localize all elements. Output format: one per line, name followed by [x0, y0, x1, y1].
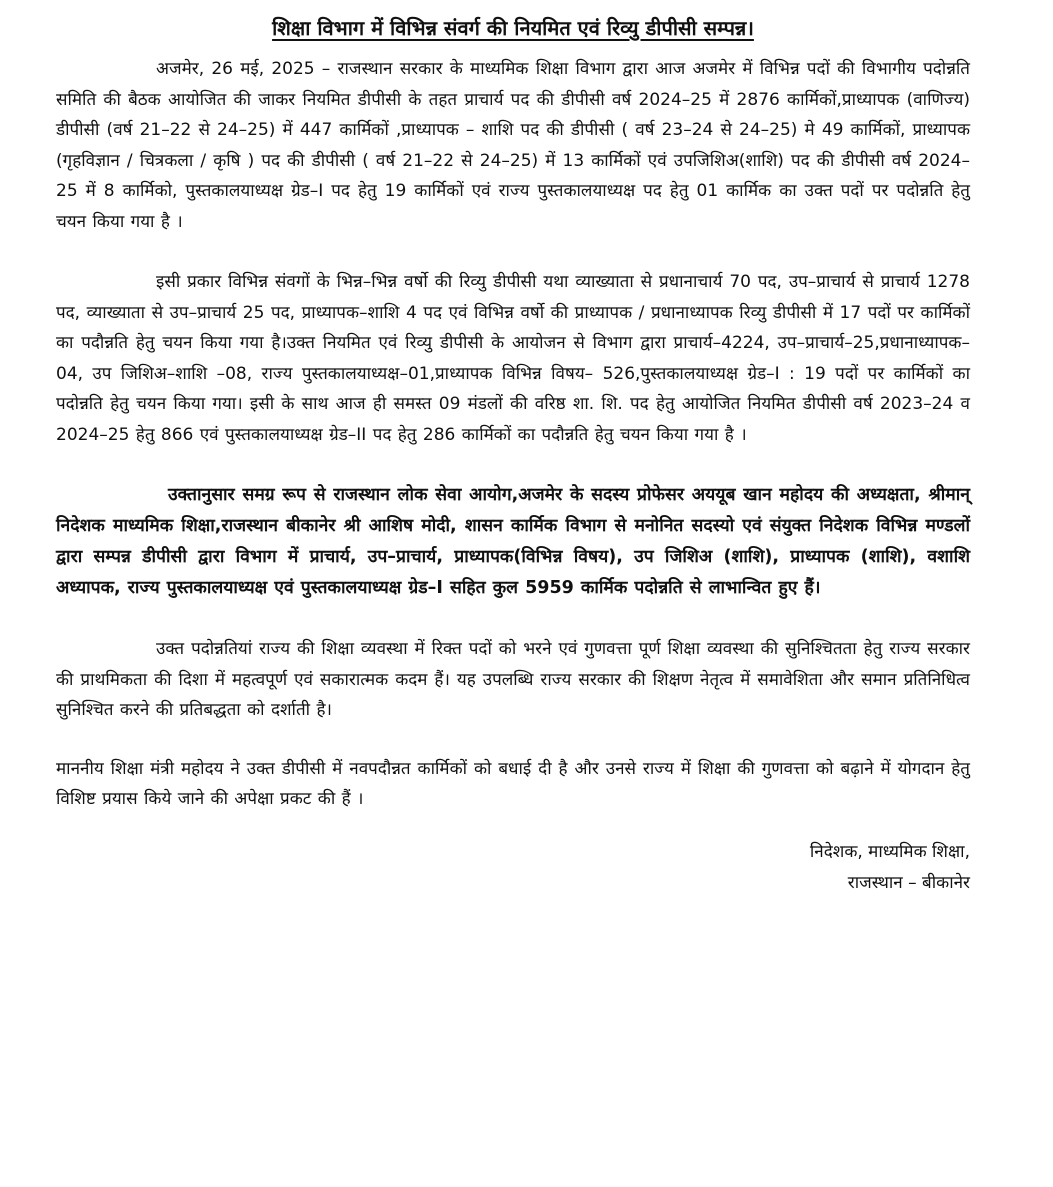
paragraph-text: इसी प्रकार विभिन्न संवगों के भिन्न–भिन्न वर्षो की रिव्यु डीपीसी यथा व्याख्याता से प्रधानाचार्य 70 पद, उप–प्राचार्य से प्राचार्य 1278 पद, व्याख्याता से उप–प्राचार्य 25 पद, प्राध्यापक–शाशि 4 पद एवं विभिन्न वर्षो की प्राध्यापक / प्रधानाध्यापक रिव्यु डीपीसी में 17 पदों पर कार्मिकों का पदौन्नति हेतु चयन किया गया है।उक्त नियमित एवं रिव्यु डीपीसी के आयोजन से विभाग द्वारा प्राचार्य–4224, उप–प्राचार्य–25,प्रधानाध्यापक–04, उप जिशिअ–शाशि –08, राज्य पुस्तकालयाध्यक्ष–01,प्राध्यापक विभिन्न विषय– 526,पुस्तकालयाध्यक्ष ग्रेड–I : 19 पदों पर कार्मिकों का पदोन्नति हेतु चयन किया गया। इसी के साथ आज ही समस्त 09 मंडलों की वरिष्ठ शा. शि. पद हेतु आयोजित नियमित डीपीसी वर्ष 2023–24 व 2024–25 हेतु 866 एवं पुस्तकालयाध्यक्ष ग्रेड–II पद हेतु 286 कार्मिकों का पदौन्नति हेतु चयन किया गया है । [56, 272, 970, 445]
paragraph-regular-dpc [56, 54, 970, 237]
document-title: शिक्षा विभाग में विभिन्न संवर्ग की नियमित एवं रिव्यु डीपीसी सम्पन्न। [272, 16, 754, 40]
paragraph-review-dpc [56, 267, 970, 450]
signature-designation: निदेशक, माध्यमिक शिक्षा, [809, 841, 970, 862]
paragraph-summary-total [56, 480, 970, 604]
paragraph-text: माननीय शिक्षा मंत्री महोदय ने उक्त डीपीसी में नवपदौन्नत कार्मिकों को बधाई दी है और उनसे राज्य में शिक्षा की गुणवत्ता को बढ़ाने में योगदान हेतु विशिष्ट प्रयास किये जाने की अपेक्षा प्रकट की हैं । [56, 758, 970, 809]
paragraph-text: उक्त पदोन्नतियां राज्य की शिक्षा व्यवस्था में रिक्त पदों को भरने एवं गुणवत्ता पूर्ण शिक्षा व्यवस्था की सुनिश्चितता हेतु राज्य सरकार की प्राथमिकता की दिशा में महत्वपूर्ण एवं सकारात्मक कदम हैं। यह उपलब्धि राज्य सरकार की शिक्षण नेतृत्व में समावेशिता और समान प्रतिनिधित्व सुनिश्चित करने की प्रतिबद्धता को दर्शाती है। [56, 639, 970, 720]
paragraph-text: अजमेर, 26 मई, 2025 – राजस्थान सरकार के माध्यमिक शिक्षा विभाग द्वारा आज अजमेर में विभिन्न पदों की विभागीय पदोन्नति समिति की बैठक आयोजित की जाकर नियमित डीपीसी के तहत प्राचार्य पद की डीपीसी वर्ष 2024–25 में 2876 कार्मिकों,प्राध्यापक (वाणिज्य) डीपीसी (वर्ष 21–22 से 24–25) में 447 कार्मिकों ,प्राध्यापक – शाशि पद की डीपीसी ( वर्ष 23–24 से 24–25) मे 49 कार्मिकों, प्राध्यापक (गृहविज्ञान / चित्रकला / कृषि ) पद की डीपीसी ( वर्ष 21–22 से 24–25) में 13 कार्मिकों एवं उपजिशिअ(शाशि) पद की डीपीसी वर्ष 2024–25 में 8 कार्मिको, पुस्तकालयाध्यक्ष ग्रेड–I पद हेतु 19 कार्मिकों एवं राज्य पुस्तकालयाध्यक्ष पद हेतु 01 कार्मिक का उक्त पदों पर पदोन्नति हेतु चयन किया गया है । [56, 59, 970, 232]
signature-block [56, 837, 970, 899]
paragraph-significance [56, 634, 970, 726]
signature-location: राजस्थान – बीकानेर [847, 872, 970, 893]
press-release [56, 14, 970, 899]
paragraph-minister-congratulations [56, 754, 970, 815]
paragraph-text: उक्तानुसार समग्र रूप से राजस्थान लोक सेवा आयोग,अजमेर के सदस्य प्रोफेसर अययूब खान महोदय की अध्यक्षता, श्रीमान् निदेशक माध्यमिक शिक्षा,राजस्थान बीकानेर श्री आशिष मोदी, शासन कार्मिक विभाग से मनोनित सदस्यो एवं संयुक्त निदेशक विभिन्न मण्डलों द्वारा सम्पन्न डीपीसी द्वारा विभाग में प्राचार्य, उप–प्राचार्य, प्राध्यापक(विभिन्न विषय), उप जिशिअ (शाशि), प्राध्यापक (शाशि), वशाशि अध्यापक, राज्य पुस्तकालयाध्यक्ष एवं पुस्तकालयाध्यक्ष ग्रेड–I सहित कुल 5959 कार्मिक पदोन्नति से लाभान्वित हुए हैं। [56, 485, 970, 598]
